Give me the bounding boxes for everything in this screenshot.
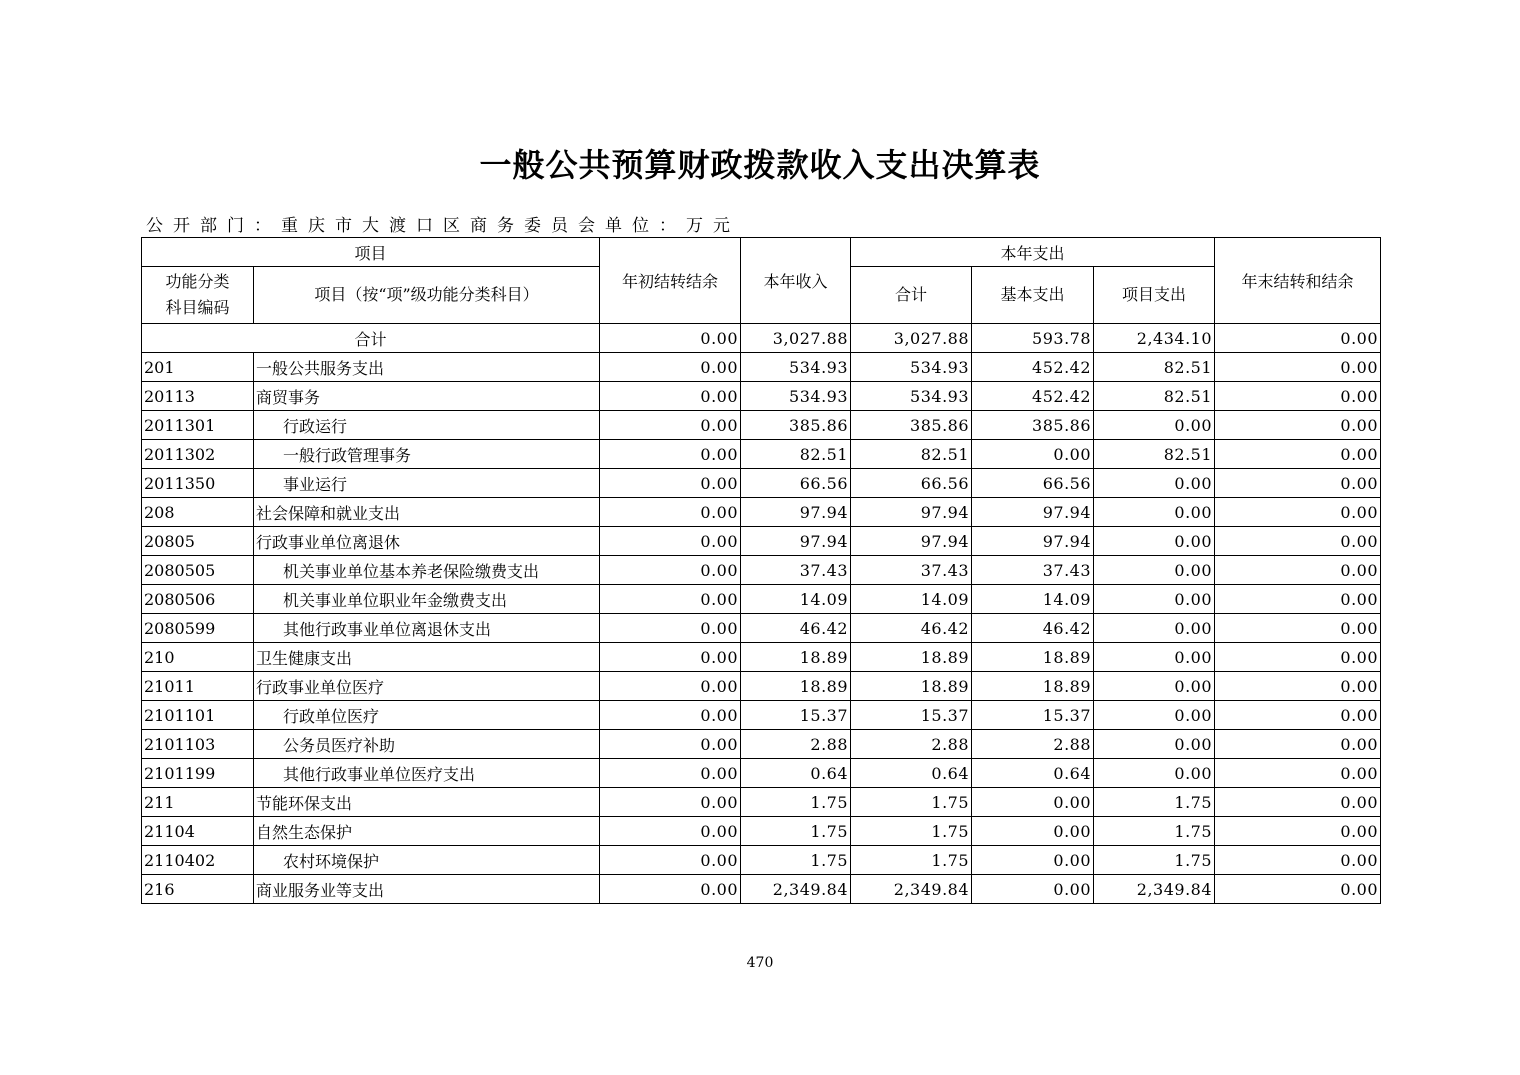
row-exp-total: 385.86 [851,411,972,440]
row-exp-project: 0.00 [1094,759,1215,788]
row-begin-balance: 0.00 [600,411,741,440]
row-income: 2,349.84 [741,875,851,904]
row-end-balance: 0.00 [1215,527,1381,556]
row-begin-balance: 0.00 [600,701,741,730]
row-end-balance: 0.00 [1215,730,1381,759]
row-begin-balance: 0.00 [600,788,741,817]
row-exp-total: 82.51 [851,440,972,469]
row-code: 21104 [142,817,254,846]
table-row [142,556,1381,585]
table-meta [146,211,740,236]
page-title: 一般公共预算财政拨款收入支出决算表 [479,146,1041,184]
row-name: 事业运行 [254,469,600,498]
table-row [142,585,1381,614]
header-exp-project: 项目支出 [1094,267,1215,324]
row-name: 农村环境保护 [254,846,600,875]
row-exp-total: 2.88 [851,730,972,759]
table-row [142,353,1381,382]
row-exp-basic: 37.43 [972,556,1094,585]
row-income: 82.51 [741,440,851,469]
row-name: 商业服务业等支出 [254,875,600,904]
row-name: 行政事业单位医疗 [254,672,600,701]
row-exp-total: 1.75 [851,846,972,875]
row-exp-basic: 452.42 [972,382,1094,411]
row-exp-basic: 18.89 [972,672,1094,701]
row-end-balance: 0.00 [1215,875,1381,904]
row-name: 公务员医疗补助 [254,730,600,759]
row-exp-project: 82.51 [1094,353,1215,382]
row-exp-total: 15.37 [851,701,972,730]
header-income: 本年收入 [741,238,851,324]
table-row [142,440,1381,469]
row-end-balance: 0.00 [1215,498,1381,527]
total-end-balance: 0.00 [1215,324,1381,353]
row-exp-project: 82.51 [1094,440,1215,469]
row-exp-basic: 0.00 [972,788,1094,817]
header-expenditure: 本年支出 [851,238,1215,267]
row-end-balance: 0.00 [1215,469,1381,498]
row-code: 2080505 [142,556,254,585]
total-exp-project: 2,434.10 [1094,324,1215,353]
row-code: 2011350 [142,469,254,498]
table-row [142,759,1381,788]
row-end-balance: 0.00 [1215,643,1381,672]
row-code: 2101101 [142,701,254,730]
row-code: 2110402 [142,846,254,875]
row-exp-total: 37.43 [851,556,972,585]
row-code: 210 [142,643,254,672]
table-row [142,643,1381,672]
row-code: 211 [142,788,254,817]
row-name: 卫生健康支出 [254,643,600,672]
row-exp-basic: 0.00 [972,440,1094,469]
row-exp-project: 0.00 [1094,730,1215,759]
row-exp-basic: 385.86 [972,411,1094,440]
row-name: 行政单位医疗 [254,701,600,730]
row-income: 534.93 [741,382,851,411]
row-begin-balance: 0.00 [600,846,741,875]
header-func-code-line2: 科目编码 [165,298,230,317]
table-row [142,788,1381,817]
row-name: 行政运行 [254,411,600,440]
row-exp-basic: 2.88 [972,730,1094,759]
row-exp-project: 2,349.84 [1094,875,1215,904]
row-name: 行政事业单位离退休 [254,527,600,556]
row-begin-balance: 0.00 [600,672,741,701]
row-code: 2080599 [142,614,254,643]
row-exp-total: 534.93 [851,382,972,411]
row-begin-balance: 0.00 [600,469,741,498]
row-name: 自然生态保护 [254,817,600,846]
row-exp-total: 0.64 [851,759,972,788]
row-exp-project: 0.00 [1094,556,1215,585]
row-end-balance: 0.00 [1215,817,1381,846]
row-income: 2.88 [741,730,851,759]
total-exp-total: 3,027.88 [851,324,972,353]
table-row [142,614,1381,643]
header-begin-balance: 年初结转结余 [600,238,741,324]
row-income: 1.75 [741,817,851,846]
row-end-balance: 0.00 [1215,556,1381,585]
row-income: 1.75 [741,846,851,875]
row-income: 37.43 [741,556,851,585]
row-begin-balance: 0.00 [600,556,741,585]
row-exp-project: 0.00 [1094,411,1215,440]
row-name: 社会保障和就业支出 [254,498,600,527]
table-row [142,875,1381,904]
row-exp-basic: 97.94 [972,498,1094,527]
row-name: 一般公共服务支出 [254,353,600,382]
row-exp-basic: 0.64 [972,759,1094,788]
row-name: 商贸事务 [254,382,600,411]
row-exp-total: 18.89 [851,643,972,672]
row-exp-basic: 46.42 [972,614,1094,643]
row-begin-balance: 0.00 [600,875,741,904]
row-income: 14.09 [741,585,851,614]
row-exp-project: 1.75 [1094,846,1215,875]
unit-label: 单位： [605,216,686,236]
row-name: 其他行政事业单位医疗支出 [254,759,600,788]
header-end-balance: 年末结转和结余 [1215,238,1381,324]
row-name: 机关事业单位基本养老保险缴费支出 [254,556,600,585]
row-income: 18.89 [741,672,851,701]
row-exp-project: 0.00 [1094,643,1215,672]
row-income: 534.93 [741,353,851,382]
row-exp-total: 97.94 [851,527,972,556]
row-exp-basic: 66.56 [972,469,1094,498]
row-exp-total: 534.93 [851,353,972,382]
row-begin-balance: 0.00 [600,585,741,614]
row-code: 2101199 [142,759,254,788]
header-row-1 [142,238,1381,267]
row-code: 201 [142,353,254,382]
row-income: 97.94 [741,498,851,527]
row-exp-total: 97.94 [851,498,972,527]
total-begin-balance: 0.00 [600,324,741,353]
table-row [142,672,1381,701]
header-func-code-line1: 功能分类 [165,272,230,291]
row-code: 2080506 [142,585,254,614]
row-exp-total: 14.09 [851,585,972,614]
row-begin-balance: 0.00 [600,440,741,469]
row-name: 其他行政事业单位离退休支出 [254,614,600,643]
row-name: 节能环保支出 [254,788,600,817]
total-income: 3,027.88 [741,324,851,353]
row-income: 15.37 [741,701,851,730]
row-code: 208 [142,498,254,527]
row-end-balance: 0.00 [1215,585,1381,614]
page-number: 470 [746,955,774,971]
total-row [142,324,1381,353]
row-exp-total: 18.89 [851,672,972,701]
row-exp-project: 0.00 [1094,672,1215,701]
table-row [142,411,1381,440]
row-name: 机关事业单位职业年金缴费支出 [254,585,600,614]
budget-table [141,237,1381,904]
row-exp-total: 46.42 [851,614,972,643]
row-begin-balance: 0.00 [600,614,741,643]
table-row [142,498,1381,527]
row-begin-balance: 0.00 [600,353,741,382]
unit-value: 万元 [686,216,740,236]
row-income: 46.42 [741,614,851,643]
row-begin-balance: 0.00 [600,730,741,759]
row-income: 0.64 [741,759,851,788]
row-code: 20805 [142,527,254,556]
row-exp-project: 0.00 [1094,585,1215,614]
header-exp-total: 合计 [851,267,972,324]
row-begin-balance: 0.00 [600,643,741,672]
table-row [142,846,1381,875]
department-name: 重庆市大渡口区商务委员会 [281,216,605,236]
row-end-balance: 0.00 [1215,846,1381,875]
row-begin-balance: 0.00 [600,382,741,411]
row-name: 一般行政管理事务 [254,440,600,469]
row-exp-project: 0.00 [1094,527,1215,556]
row-end-balance: 0.00 [1215,353,1381,382]
row-begin-balance: 0.00 [600,817,741,846]
row-income: 18.89 [741,643,851,672]
row-begin-balance: 0.00 [600,759,741,788]
row-end-balance: 0.00 [1215,382,1381,411]
row-code: 2011301 [142,411,254,440]
row-income: 1.75 [741,788,851,817]
header-func-code [142,267,254,324]
row-exp-project: 1.75 [1094,788,1215,817]
row-exp-basic: 0.00 [972,846,1094,875]
row-code: 2101103 [142,730,254,759]
row-income: 66.56 [741,469,851,498]
total-exp-basic: 593.78 [972,324,1094,353]
table-row [142,730,1381,759]
row-end-balance: 0.00 [1215,701,1381,730]
department-label: 公开部门： [146,216,281,236]
table-row [142,701,1381,730]
row-end-balance: 0.00 [1215,672,1381,701]
row-end-balance: 0.00 [1215,788,1381,817]
row-exp-basic: 452.42 [972,353,1094,382]
row-income: 97.94 [741,527,851,556]
row-begin-balance: 0.00 [600,527,741,556]
table-row [142,527,1381,556]
header-project: 项目 [142,238,600,267]
row-exp-project: 0.00 [1094,469,1215,498]
table-row [142,817,1381,846]
row-exp-total: 1.75 [851,817,972,846]
row-end-balance: 0.00 [1215,614,1381,643]
row-income: 385.86 [741,411,851,440]
row-exp-total: 2,349.84 [851,875,972,904]
row-exp-basic: 0.00 [972,817,1094,846]
row-code: 2011302 [142,440,254,469]
header-project-name: 项目（按“项”级功能分类科目） [254,267,600,324]
row-code: 21011 [142,672,254,701]
row-code: 216 [142,875,254,904]
row-exp-project: 82.51 [1094,382,1215,411]
total-label: 合计 [142,324,600,353]
row-exp-project: 0.00 [1094,498,1215,527]
row-exp-basic: 18.89 [972,643,1094,672]
row-begin-balance: 0.00 [600,498,741,527]
row-end-balance: 0.00 [1215,411,1381,440]
table-row [142,469,1381,498]
row-end-balance: 0.00 [1215,440,1381,469]
row-exp-project: 0.00 [1094,701,1215,730]
row-end-balance: 0.00 [1215,759,1381,788]
row-exp-total: 66.56 [851,469,972,498]
row-code: 20113 [142,382,254,411]
table-row [142,382,1381,411]
row-exp-basic: 14.09 [972,585,1094,614]
row-exp-basic: 15.37 [972,701,1094,730]
row-exp-project: 0.00 [1094,614,1215,643]
row-exp-total: 1.75 [851,788,972,817]
row-exp-basic: 97.94 [972,527,1094,556]
row-exp-basic: 0.00 [972,875,1094,904]
row-exp-project: 1.75 [1094,817,1215,846]
header-exp-basic: 基本支出 [972,267,1094,324]
